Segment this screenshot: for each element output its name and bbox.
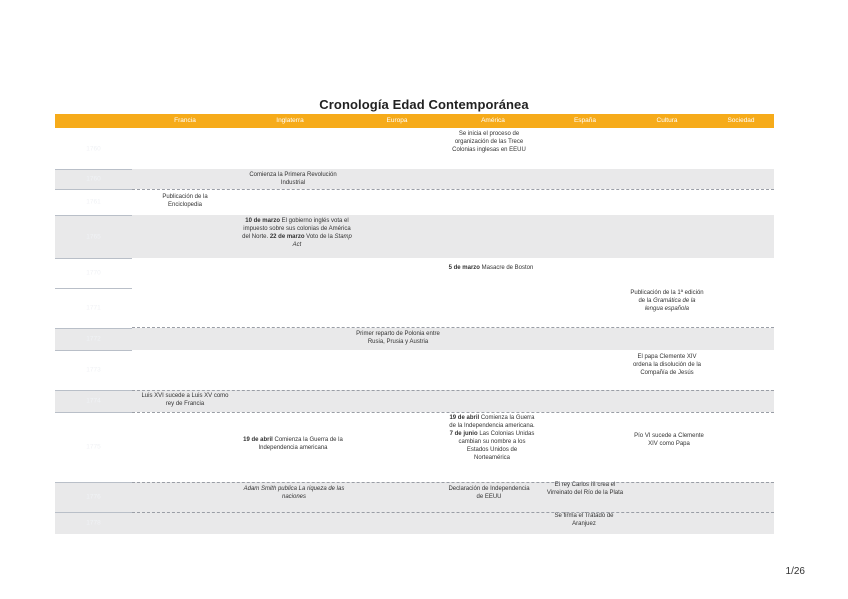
column-header-europa: Europa xyxy=(386,117,408,124)
column-header-bar xyxy=(55,114,774,128)
column-header-sociedad: Sociedad xyxy=(727,117,755,124)
column-header-america: América xyxy=(481,117,505,124)
row-year: 1770 xyxy=(86,269,101,277)
year-divider xyxy=(55,169,132,170)
cell-america xyxy=(448,414,536,462)
cell-america: Declaración de Independencia de EEUU xyxy=(448,486,530,500)
year-divider xyxy=(55,412,132,413)
row-divider xyxy=(132,327,774,328)
table-row xyxy=(55,128,774,169)
cell-inglaterra xyxy=(239,217,355,249)
column-header-inglaterra: Inglaterra xyxy=(276,117,304,124)
year-divider xyxy=(55,482,132,483)
row-year: 1761 xyxy=(86,198,101,206)
cell-date: 22 de marzo xyxy=(269,234,305,240)
table-row xyxy=(55,215,774,258)
table-row xyxy=(55,169,774,189)
cell-text: Publicación de la 1ª edición de la xyxy=(630,290,704,304)
year-divider xyxy=(55,350,132,351)
cell-inglaterra xyxy=(239,485,349,501)
cell-date: 7 de junio xyxy=(449,431,478,437)
year-divider xyxy=(55,258,132,259)
year-divider xyxy=(55,215,132,216)
row-year: 1765 xyxy=(86,233,101,240)
cell-date: 10 de marzo xyxy=(245,218,280,224)
row-divider xyxy=(132,482,774,483)
cell-date: 5 de marzo xyxy=(448,265,480,271)
row-year: 1773 xyxy=(86,366,101,374)
year-divider xyxy=(55,512,132,513)
cell-text: Voto de la xyxy=(304,234,335,240)
row-divider xyxy=(132,390,774,391)
cell-espana: Se firma el Tratado de Aranjuez xyxy=(554,513,614,527)
row-divider xyxy=(132,412,774,413)
cell-text: Masacre de Boston xyxy=(479,265,534,271)
cell-francia: Publicación de la Enciclopedia xyxy=(162,194,208,208)
row-divider xyxy=(132,189,774,190)
year-divider xyxy=(55,390,132,391)
table-row xyxy=(55,258,774,288)
cell-italic: La riqueza de las naciones xyxy=(281,486,345,500)
row-year: 1774 xyxy=(86,397,101,405)
column-header-espana: España xyxy=(573,117,597,124)
cell-date: 19 de abril xyxy=(243,437,273,443)
row-year: 1771 xyxy=(86,304,101,312)
column-header-cultura: Cultura xyxy=(656,117,678,124)
row-year: 1772 xyxy=(86,335,101,343)
table-row xyxy=(55,482,774,512)
table-row xyxy=(55,512,774,534)
row-divider xyxy=(132,512,774,513)
row-year: 1760 xyxy=(86,145,101,152)
cell-text: Comienza la Guerra de la Independencia americana. xyxy=(449,415,535,429)
cell-italic: Stamp Act xyxy=(292,234,352,248)
cell-inglaterra: Comienza la Primera Revolución Industrial xyxy=(249,172,337,186)
cell-america xyxy=(448,264,534,272)
cell-cultura: Pío VI sucede a Clemente XIV como Papa xyxy=(634,433,704,447)
page-number: 1/26 xyxy=(785,566,805,577)
cell-francia: Luis XVI sucede a Luis XV como rey de Francia xyxy=(141,393,229,407)
row-year: 1760 xyxy=(86,175,101,183)
cell-cultura xyxy=(630,289,704,313)
cell-inglaterra xyxy=(239,436,347,452)
row-year: 1775 xyxy=(86,443,101,451)
year-divider xyxy=(55,189,132,190)
cell-italic: Gramática de la lengua española xyxy=(644,298,696,312)
cell-date: 19 de abril xyxy=(449,415,480,421)
year-divider xyxy=(55,328,132,329)
cell-america: Se inicia el proceso de organización de las Trece Colonias inglesas en EEUU xyxy=(452,131,526,153)
cell-text: El gobierno inglés vota el impuesto sobre sus colonias de América del Norte. xyxy=(242,218,351,240)
page-title: Cronología Edad Contemporánea xyxy=(319,97,529,112)
cell-text: Comienza la Guerra de la Independencia americana xyxy=(258,437,343,451)
cell-cultura: El papa Clemente XIV ordena la disolución de la Compañía de Jesús xyxy=(632,354,702,376)
cell-espana: El rey Carlos III crea el Virreinato del Río de la Plata xyxy=(546,482,624,496)
cell-text: Adam Smith publica xyxy=(243,486,299,492)
cell-europa: Primer reparto de Polonia entre Rusia, Prusia y Austria xyxy=(356,331,440,345)
cell-text: Las Colonias Unidas cambian su nombre a los Estados Unidos de Norteamérica xyxy=(458,431,535,461)
year-divider xyxy=(55,288,132,289)
row-year: 1778 xyxy=(86,519,101,527)
column-header-francia: Francia xyxy=(174,117,196,124)
row-year: 1776 xyxy=(86,493,101,501)
